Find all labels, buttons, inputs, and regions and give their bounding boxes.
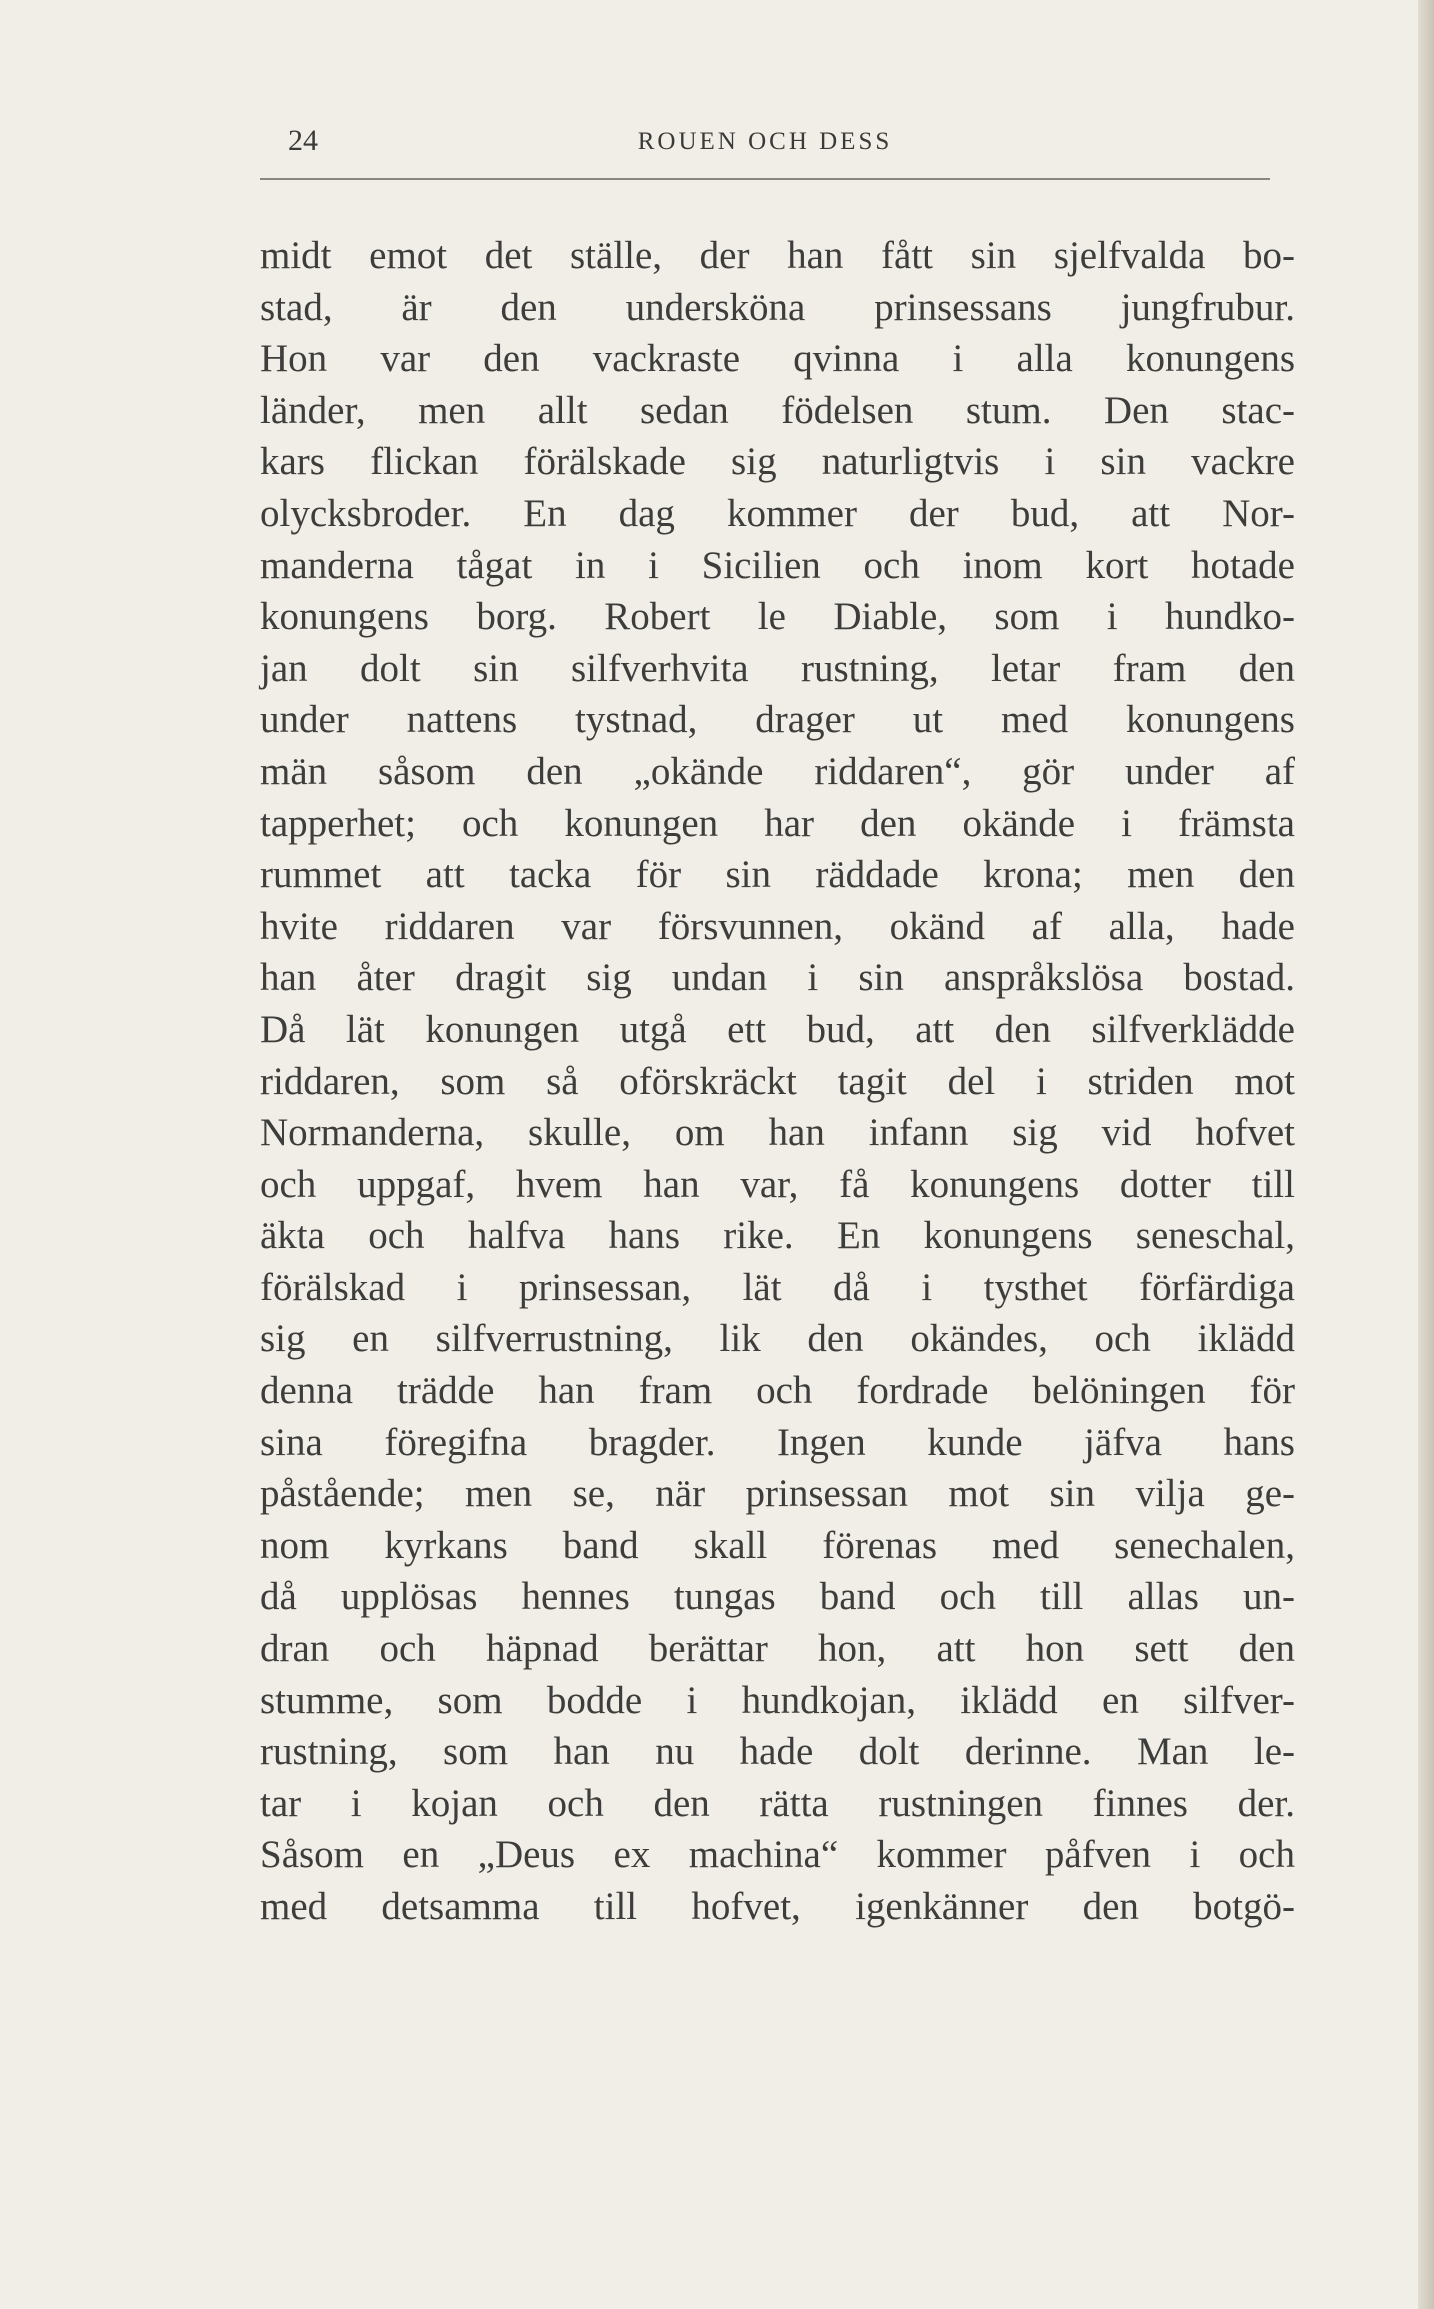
text-line: midt emot det ställe, der han fått sin sjelfvalda bo-: [260, 234, 1295, 277]
page-edge: [1418, 0, 1434, 2309]
text-line: Såsom en „Deus ex machina“ kommer påfven i och: [260, 1833, 1295, 1877]
text-line: stumme, som bodde i hundkojan, iklädd en silfver-: [260, 1678, 1295, 1722]
text-line: äkta och halfva hans rike. En konungens seneschal,: [260, 1214, 1295, 1258]
text-line: olycksbroder. En dag kommer der bud, att Nor-: [260, 491, 1295, 535]
text-line: nom kyrkans band skall förenas med senechalen,: [260, 1523, 1295, 1567]
text-line: sig en silfverrustning, lik den okändes, och iklädd: [260, 1317, 1295, 1361]
page-header: [260, 118, 1270, 180]
text-line: rustning, som han nu hade dolt derinne. Man le-: [260, 1730, 1295, 1774]
page-number: 24: [288, 124, 318, 157]
text-line: kars flickan förälskade sig naturligtvis i sin vackre: [260, 440, 1295, 484]
body-text: [260, 230, 1295, 1933]
text-line: tar i kojan och den rätta rustningen finnes der.: [260, 1781, 1295, 1825]
text-line: manderna tågat in i Sicilien och inom kort hotade: [260, 543, 1295, 587]
text-line: tapperhet; och konungen har den okände i främsta: [260, 801, 1295, 845]
text-line: han åter dragit sig undan i sin anspråkslösa bostad.: [260, 956, 1295, 1000]
text-line: och uppgaf, hvem han var, få konungens dotter till: [260, 1162, 1295, 1206]
text-line: Då lät konungen utgå ett bud, att den silfverklädde: [260, 1007, 1295, 1051]
text-line: med detsamma till hofvet, igenkänner den botgö-: [260, 1885, 1295, 1928]
text-line: under nattens tystnad, drager ut med konungens: [260, 698, 1295, 742]
text-line: dran och häpnad berättar hon, att hon sett den: [260, 1627, 1295, 1671]
text-line: förälskad i prinsessan, lät då i tysthet förfärdiga: [260, 1265, 1295, 1309]
text-line: stad, är den undersköna prinsessans jungfrubur.: [260, 285, 1295, 329]
text-line: påstående; men se, när prinsessan mot sin vilja ge-: [260, 1472, 1295, 1516]
text-line: denna trädde han fram och fordrade belöningen för: [260, 1369, 1295, 1413]
text-line: rummet att tacka för sin räddade krona; men den: [260, 853, 1295, 897]
text-line: länder, men allt sedan födelsen stum. Den stac-: [260, 388, 1295, 432]
text-line: då upplösas hennes tungas band och till allas un-: [260, 1575, 1295, 1619]
text-line: hvite riddaren var försvunnen, okänd af alla, hade: [260, 904, 1295, 948]
text-line: konungens borg. Robert le Diable, som i hundko-: [260, 595, 1295, 639]
running-head: ROUEN OCH DESS: [637, 128, 893, 155]
text-line: Hon var den vackraste qvinna i alla konungens: [260, 337, 1295, 381]
text-line: riddaren, som så oförskräckt tagit del i striden mot: [260, 1059, 1295, 1103]
text-line: sina föregifna bragder. Ingen kunde jäfva hans: [260, 1420, 1295, 1464]
text-line: män såsom den „okände riddaren“, gör under af: [260, 749, 1295, 793]
text-line: jan dolt sin silfverhvita rustning, letar fram den: [260, 646, 1295, 690]
text-line: Normanderna, skulle, om han infann sig vid hofvet: [260, 1111, 1295, 1155]
